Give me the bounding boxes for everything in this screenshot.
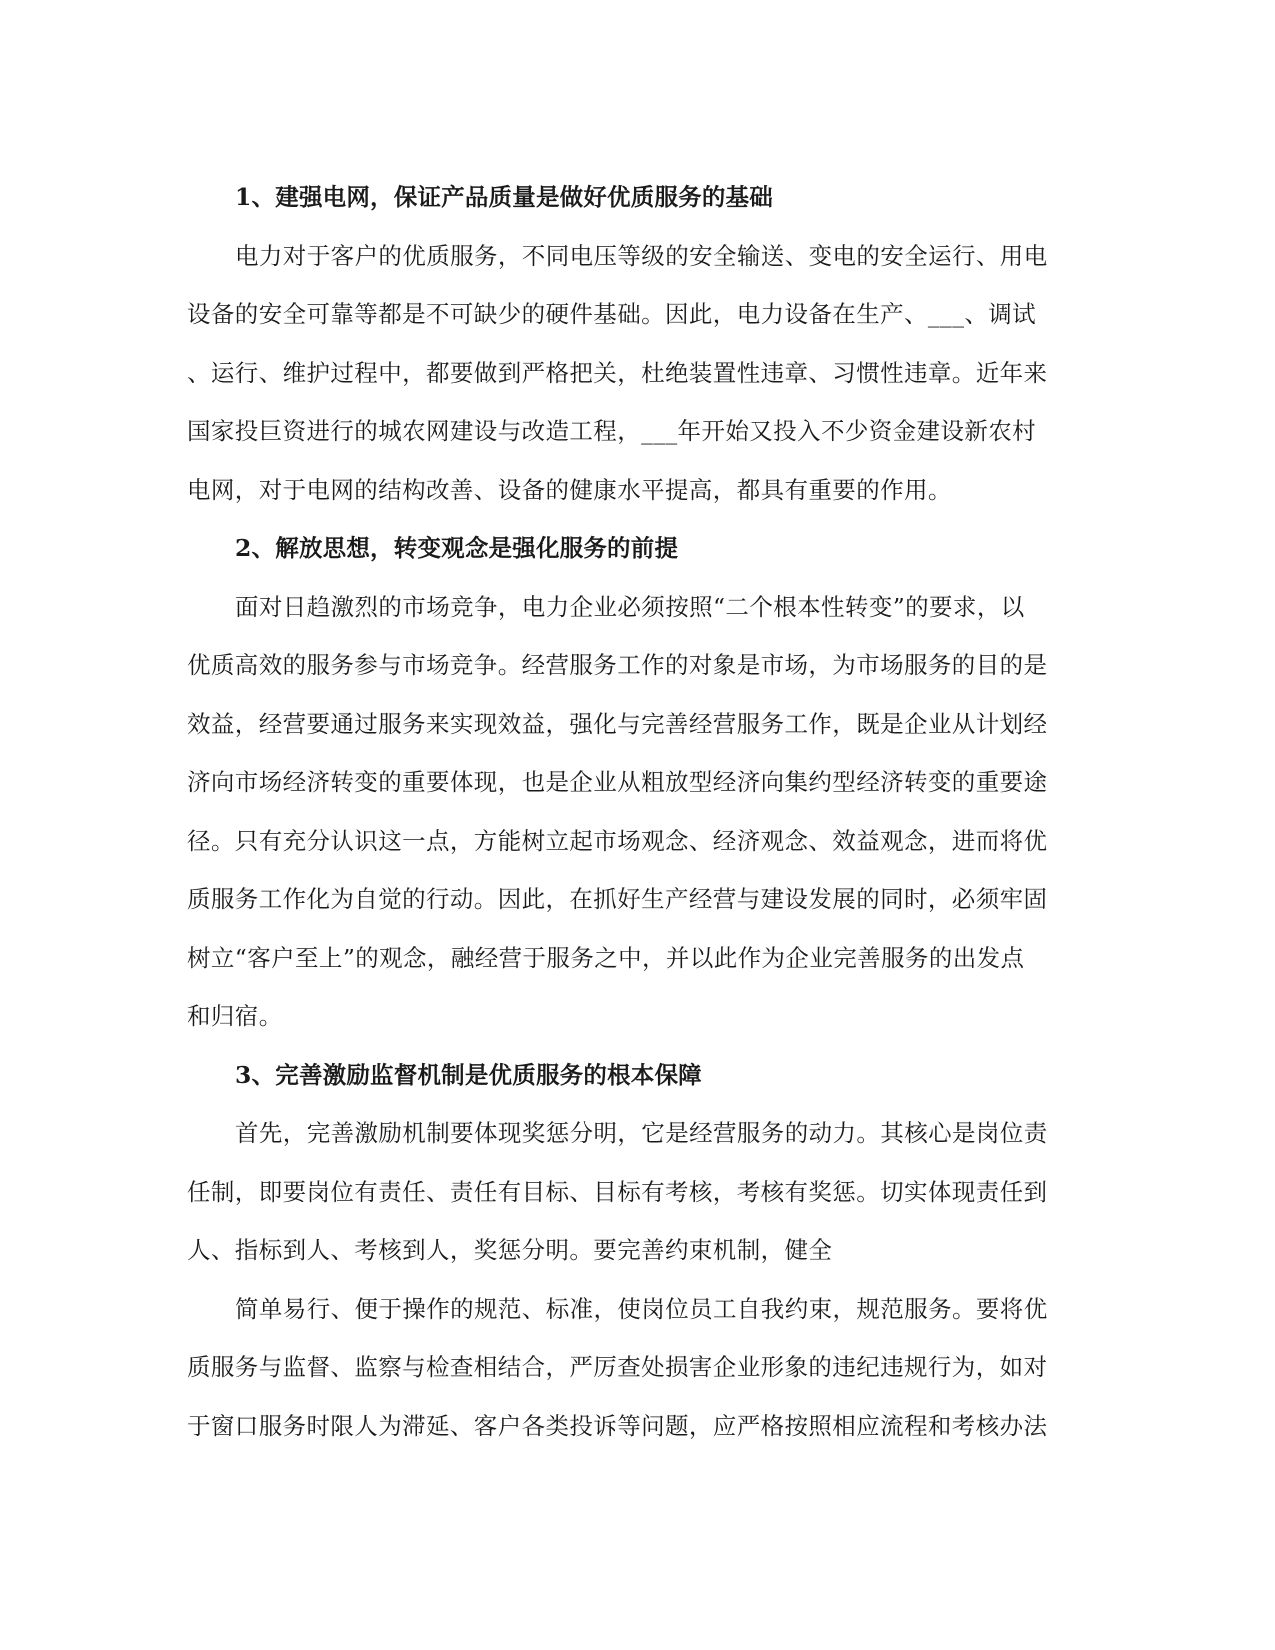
text-line: 效益，经营要通过服务来实现效益，强化与完善经营服务工作，既是企业从计划经: [187, 709, 1048, 738]
text-line: 径。只有充分认识这一点，方能树立起市场观念、经济观念、效益观念，进而将优: [187, 826, 1048, 855]
section-1-paragraph-1: [187, 227, 1087, 520]
section-3-paragraph-2: [187, 1280, 1087, 1456]
section-2-paragraph-1: [187, 578, 1087, 1046]
text-line: 电网，对于电网的结构改善、设备的健康水平提高，都具有重要的作用。: [187, 475, 952, 504]
text-line: 质服务与监督、监察与检查相结合，严厉查处损害企业形象的违纪违规行为，如对: [187, 1353, 1048, 1381]
text-line: 设备的安全可靠等都是不可缺少的硬件基础。因此，电力设备在生产、___、调试: [187, 300, 1037, 328]
text-line: 和归宿。: [187, 1002, 283, 1030]
text-line: 于窗口服务时限人为滞延、客户各类投诉等问题，应严格按照相应流程和考核办法: [187, 1411, 1048, 1440]
section-1-heading: 1、建强电网，保证产品质量是做好优质服务的基础: [235, 183, 773, 211]
text-line: 质服务工作化为自觉的行动。因此，在抓好生产经营与建设发展的同时，必须牢固: [187, 885, 1048, 913]
document-body: [187, 168, 1087, 1455]
text-line: 任制，即要岗位有责任、责任有目标、目标有考核，考核有奖惩。切实体现责任到: [187, 1177, 1048, 1206]
text-line: 、运行、维护过程中，都要做到严格把关，杜绝装置性违章、习惯性违章。近年来: [187, 358, 1048, 387]
section-3-heading: 3、完善激励监督机制是优质服务的根本保障: [235, 1060, 702, 1089]
text-line: 国家投巨资进行的城农网建设与改造工程，___年开始又投入不少资金建设新农村: [187, 417, 1037, 445]
section-2-heading: 2、解放思想，转变观念是强化服务的前提: [235, 534, 679, 562]
text-line: 面对日趋激烈的市场竞争，电力企业必须按照“二个根本性转变”的要求，以: [235, 592, 1025, 621]
text-line: 树立“客户至上”的观念，融经营于服务之中，并以此作为企业完善服务的出发点: [187, 943, 1025, 972]
text-line: 简单易行、便于操作的规范、标准，使岗位员工自我约束，规范服务。要将优: [235, 1294, 1048, 1323]
text-line: 优质高效的服务参与市场竞争。经营服务工作的对象是市场，为市场服务的目的是: [187, 651, 1048, 679]
text-line: 济向市场经济转变的重要体现，也是企业从粗放型经济向集约型经济转变的重要途: [187, 768, 1048, 796]
text-line: 人、指标到人、考核到人，奖惩分明。要完善约束机制，健全: [187, 1236, 833, 1264]
text-line: 首先，完善激励机制要体现奖惩分明，它是经营服务的动力。其核心是岗位责: [235, 1119, 1048, 1147]
section-3-paragraph-1: [187, 1104, 1087, 1280]
text-line: 电力对于客户的优质服务，不同电压等级的安全输送、变电的安全运行、用电: [235, 241, 1048, 270]
